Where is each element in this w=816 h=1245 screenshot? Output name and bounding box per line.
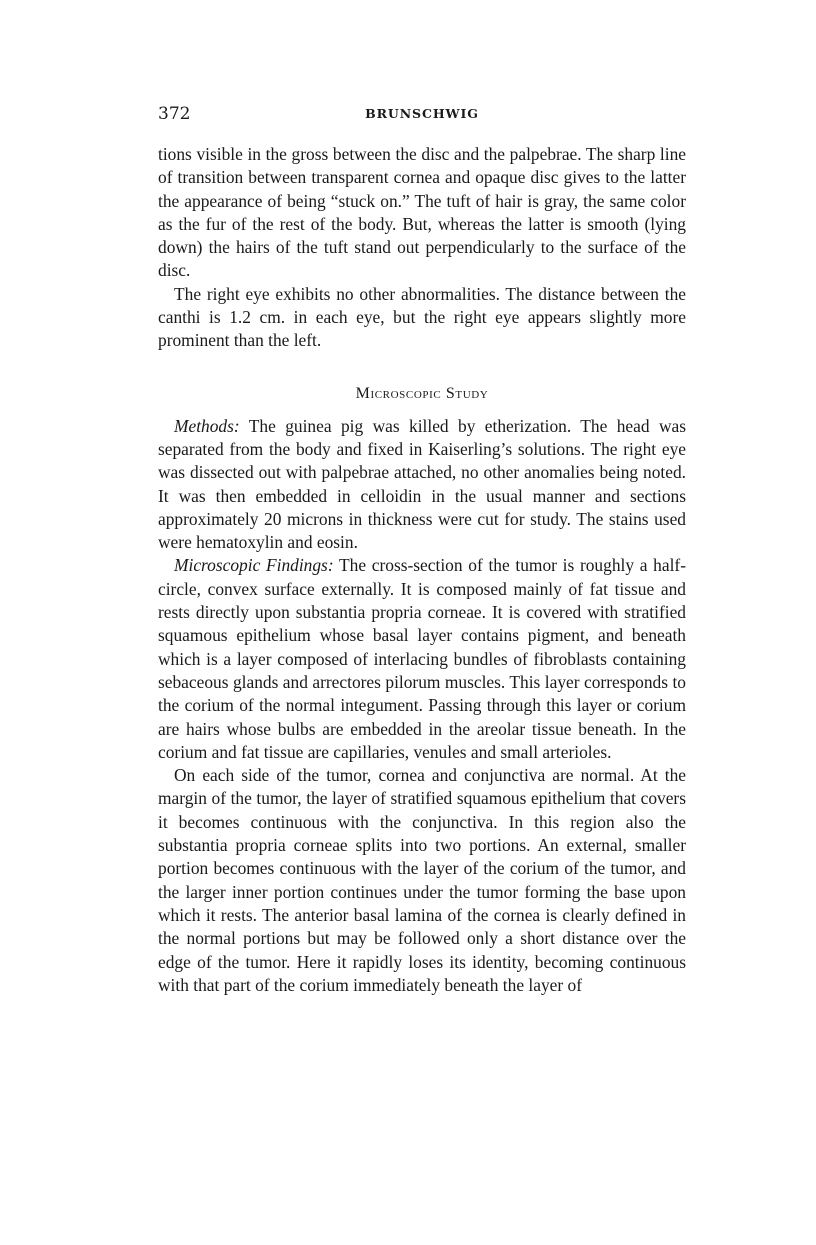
findings-lead: Microscopic Findings:: [174, 555, 334, 576]
page-header: [158, 104, 686, 130]
findings-text: The cross-section of the tumor is roughly a half-circle, convex surface externally. It is composed mainly of fat tissue and rests directly upon substantia propria corneae. It is covered with stratified squamous epithelium whose basal layer contains pigment, and beneath which is a layer composed of interlacing bundles of fibroblasts containing sebaceous glands and arrectores pilorum muscles. This layer corresponds to the corium of the normal integument. Passing through this layer or corium are hairs whose bulbs are embedded in the areolar tissue beneath. In the corium and fat tissue are capillaries, venules and small arterioles.: [158, 555, 686, 762]
paragraph-methods: [158, 415, 686, 555]
body-text: [158, 143, 686, 997]
section-heading: Microscopic Study: [355, 384, 489, 402]
methods-text: The guinea pig was killed by etherization. The head was separated from the body and fixed in Kaiserling’s solutions. The right eye was dissected out with palpebrae attached, no other anomalies being noted. It was then embedded in celloidin in the usual manner and sections approximately 20 microns in thickness were cut for study. The stains used were hematoxylin and eosin.: [158, 415, 686, 553]
paragraph-findings: [158, 554, 686, 764]
page-number: 372: [158, 104, 191, 124]
paragraph-right-eye: The right eye exhibits no other abnormalities. The distance between the canthi is 1.2 cm. in each eye, but the right eye appears slightly more prominent than the left.: [158, 283, 686, 351]
paragraph-continued: tions visible in the gross between the disc and the palpebrae. The sharp line of transition between transparent cornea and opaque disc gives to the latter the appearance of being “stuck on.” The tuft of hair is gray, the same color as the fur of the rest of the body. But, whereas the latter is smooth (lying down) the hairs of the tuft stand out perpendicularly to the surface of the disc.: [158, 144, 686, 281]
paragraph-margin: On each side of the tumor, cornea and conjunctiva are normal. At the margin of the tumor, the layer of stratified squamous epithelium that covers it becomes continuous with the conjunctiva. In this region also the substantia propria corneae splits into two portions. An external, smaller portion becomes continuous with the layer of the corium of the tumor, and the larger inner portion continues under the tumor forming the base upon which it rests. The anterior basal lamina of the cornea is clearly defined in the normal portions but may be followed only a short distance over the edge of the tumor. Here it rapidly loses its identity, becoming continuous with that part of the corium immediately beneath the layer of: [158, 765, 686, 995]
running-head: BRUNSCHWIG: [365, 106, 479, 121]
methods-lead: Methods:: [174, 415, 240, 436]
